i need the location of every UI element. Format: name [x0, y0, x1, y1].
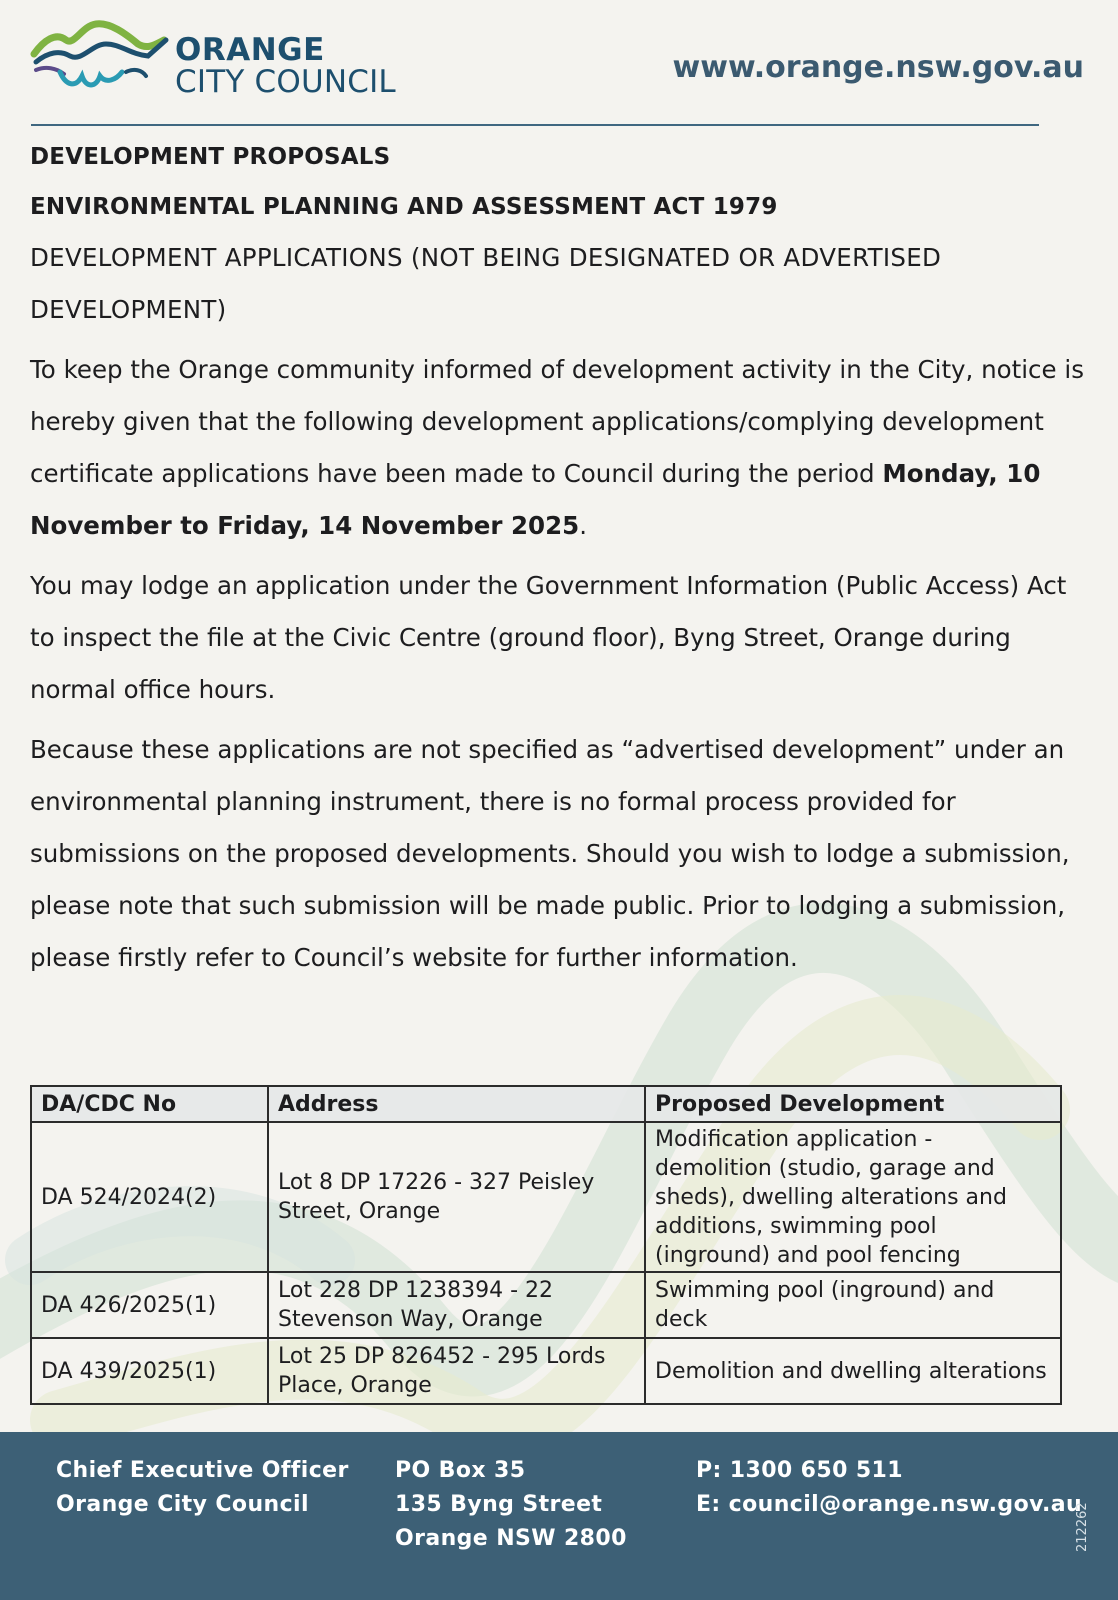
footer-address-block [395, 1454, 627, 1556]
cell-address: Lot 25 DP 826452 - 295 Lords Place, Orange [268, 1338, 645, 1404]
logo-title-line1: ORANGE [175, 32, 325, 68]
cell-address: Lot 228 DP 1238394 - 22 Stevenson Way, Orange [268, 1272, 645, 1338]
header-proposed-development: Proposed Development [645, 1086, 1061, 1122]
reference-number: 212262 [1075, 1502, 1090, 1552]
paragraph-intro [30, 344, 1090, 552]
paragraph-submissions: Because these applications are not specified as “advertised development” under an environmental planning instrument, there is no formal process provided for submissions on the proposed developments. Should you wish to lodge a submission, please note that such submission will be made public. Prior to lodging a submission, please firstly refer to Council’s website for further information. [30, 735, 1070, 972]
subheading-applications: DEVELOPMENT APPLICATIONS (NOT BEING DESIGNATED OR ADVERTISED DEVELOPMENT) [30, 243, 942, 324]
notice-body [30, 140, 1090, 984]
council-logo [30, 14, 450, 106]
contact-footer [0, 1432, 1118, 1600]
intro-text: To keep the Orange community informed of development activity in the City, notice is hereby given that the following development applications/complying development certificate applications have been made to Council during the period [30, 355, 1084, 488]
footer-street: 135 Byng Street [395, 1492, 603, 1517]
cell-da-no: DA 426/2025(1) [31, 1272, 268, 1338]
intro-period: Monday, 10 November to Friday, 14 November 2025 [30, 459, 1041, 540]
table-header-row [31, 1086, 1061, 1122]
cell-address: Lot 8 DP 17226 - 327 Peisley Street, Orange [268, 1122, 645, 1272]
cell-da-no: DA 524/2024(2) [31, 1122, 268, 1272]
heading-development-proposals: DEVELOPMENT PROPOSALS [30, 144, 391, 170]
table-row [31, 1122, 1061, 1272]
footer-email[interactable]: E: council@orange.nsw.gov.au [696, 1492, 1083, 1517]
footer-town: Orange NSW 2800 [395, 1526, 627, 1551]
header-address: Address [268, 1086, 645, 1122]
footer-ceo-block [56, 1454, 349, 1522]
paragraph-access: You may lodge an application under the Government Information (Public Access) Act to inspect the file at the Civic Centre (ground floor), Byng Street, Orange during normal office hours. [30, 571, 1067, 704]
header-divider [31, 124, 1039, 126]
cell-da-no: DA 439/2025(1) [31, 1338, 268, 1404]
cell-proposed-development: Swimming pool (inground) and deck [645, 1272, 1061, 1338]
footer-contact-block [696, 1454, 1082, 1522]
applications-table [30, 1085, 1062, 1405]
footer-phone[interactable]: P: 1300 650 511 [696, 1458, 903, 1483]
table-row [31, 1272, 1061, 1338]
cell-proposed-development: Modification application - demolition (studio, garage and sheds), dwelling alterations and additions, swimming pool (inground) and pool fencing [645, 1122, 1061, 1272]
footer-council-name: Orange City Council [56, 1492, 309, 1517]
website-link[interactable]: www.orange.nsw.gov.au [672, 50, 1084, 85]
footer-po-box: PO Box 35 [395, 1458, 526, 1483]
footer-ceo-title: Chief Executive Officer [56, 1458, 349, 1483]
heading-act: ENVIRONMENTAL PLANNING AND ASSESSMENT ACT 1979 [30, 194, 778, 220]
header-da-no: DA/CDC No [31, 1086, 268, 1122]
table-row [31, 1338, 1061, 1404]
intro-end: . [579, 511, 587, 540]
cell-proposed-development: Demolition and dwelling alterations [645, 1338, 1061, 1404]
landscape-logo-icon [30, 14, 170, 106]
logo-title-line2: CITY COUNCIL [175, 64, 396, 100]
